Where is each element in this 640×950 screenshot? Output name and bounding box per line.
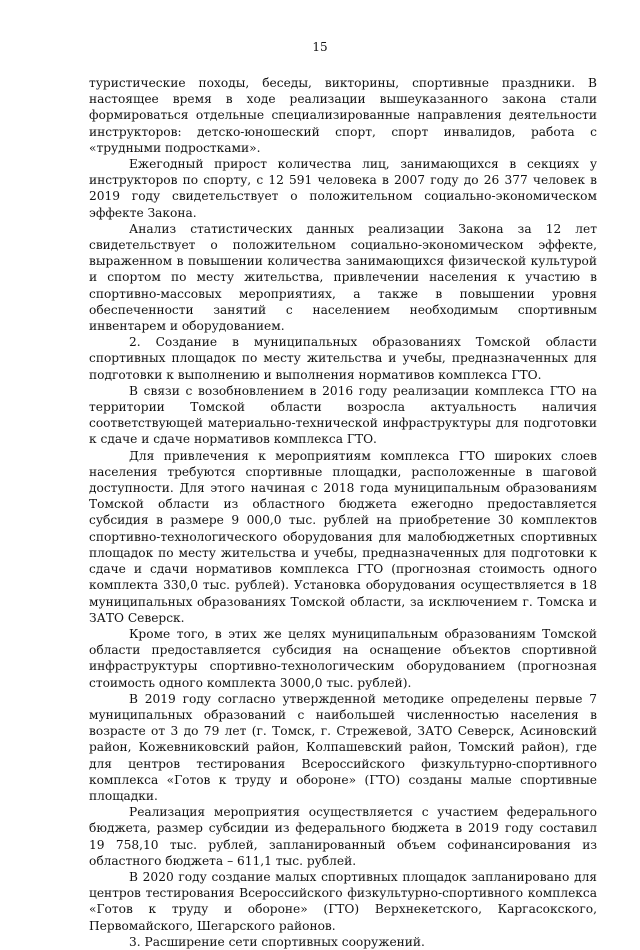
paragraph-5: В связи с возобновлением в 2016 году реализации комплекса ГТО на территории Томской области возросла актуальность наличия соответствующей материально-технической инфраструктуры для подготовки к сдаче и сдаче нормативов комплекса ГТО. — [89, 383, 597, 447]
paragraph-6: Для привлечения к мероприятиям комплекса ГТО широких слоев населения требуются спортивные площадки, расположенные в шаговой доступности. Для этого начиная с 2018 года муниципальным образованиям Томской области из областного бюджета ежегодно предоставляется субсидия в размере 9 000,0 тыс. рублей на приобретение 30 комплектов спортивно-технологического оборудования для малобюджетных спортивных площадок по месту жительства и учебы, предназначенных для подготовки к сдаче и сдачи нормативов комплекса ГТО (прогнозная стоимость одного комплекта 330,0 тыс. рублей). Установка оборудования осуществляется в 18 муниципальных образованиях Томской области, за исключением г. Томска и ЗАТО Северск. — [89, 448, 597, 625]
paragraph-4: 2. Создание в муниципальных образованиях Томской области спортивных площадок по месту жительства и учебы, предназначенных для подготовки к выполнению и выполнения нормативов комплекса ГТО. — [89, 335, 597, 382]
paragraph-9: Реализация мероприятия осуществляется с участием федерального бюджета, размер субсидии из федерального бюджета в 2019 году составил 19 758,10 тыс. рублей, запланированный объем софинансирования из областного бюджета – 611,1 тыс. рублей. — [89, 805, 597, 868]
paragraph-7: Кроме того, в этих же целях муниципальным образованиям Томской области предоставляется субсидия на оснащение объектов спортивной инфраструктуры спортивно-технологическим оборудованием (прогнозная стоимость одного комплекта 3000,0 тыс. рублей). — [89, 626, 597, 690]
paragraph-1: туристические походы, беседы, викторины, спортивные праздники. В настоящее время в ходе реализации вышеуказанного закона стали формироваться отдельные специализированные направления деятельности инструкторов: детско-юношеский спорт, спорт инвалидов, работа с «трудными подростками». — [89, 76, 597, 155]
paragraph-3: Анализ статистических данных реализации Закона за 12 лет свидетельствует о положительном социально-экономическом эффекте, выраженном в повышении количества занимающихся физической культурой и спортом по месту жительства, привлечении населения к участию в спортивно-массовых мероприятиях, а также в повышении уровня обеспеченности занятий с населением необходимым спортивным инвентарем и оборудованием. — [89, 221, 597, 334]
paragraph-11: 3. Расширение сети спортивных сооружений. — [129, 934, 425, 949]
paragraph-2: Ежегодный прирост количества лиц, занимающихся в секциях у инструкторов по спорту, с 12 591 человека в 2007 году до 26 377 человек в 2019 году свидетельствует о положительном социально-экономическом эффекте Закона. — [89, 157, 597, 220]
paragraph-10: В 2020 году создание малых спортивных площадок запланировано для центров тестирования Всероссийского физкультурно-спортивного комплекса «Готов к труду и обороне» (ГТО) Верхнекетского, Каргасокского, Первомайского, Шегарского районов. — [89, 869, 597, 933]
page-number: 15 — [312, 40, 328, 54]
paragraph-8: В 2019 году согласно утвержденной методике определены первые 7 муниципальных образований с наибольшей численностью населения в возрасте от 3 до 79 лет (г. Томск, г. Стрежевой, ЗАТО Северск, Асиновский район, Кожевниковский район, Колпашевский район, Томский район), где для центров тестирования Всероссийского физкультурно-спортивного комплекса «Готов к труду и обороне» (ГТО) созданы малые спортивные площадки. — [89, 691, 597, 803]
document-body — [89, 75, 597, 950]
